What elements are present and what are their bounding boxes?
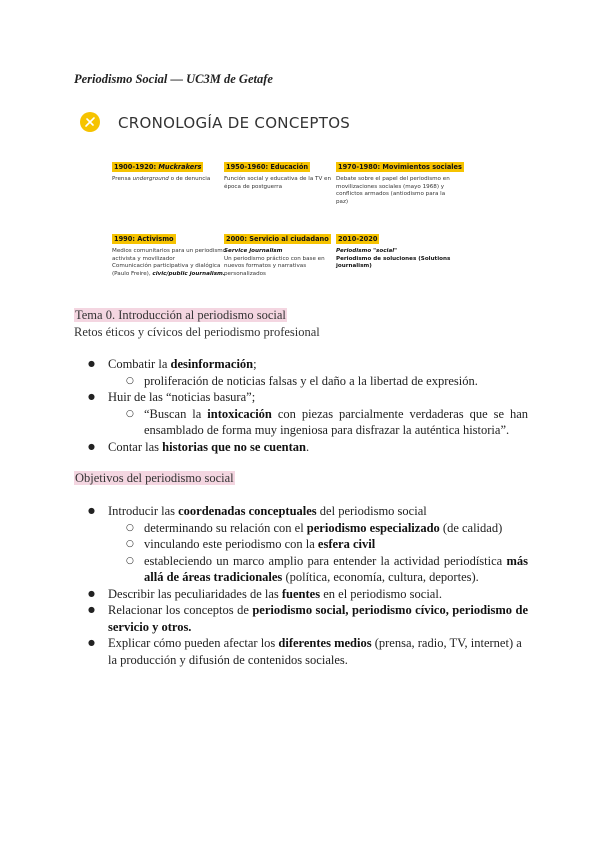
timeline-label: 2000: Servicio al ciudadano bbox=[226, 235, 329, 243]
timeline-label: 1990: Activismo bbox=[114, 235, 174, 243]
timeline-item bbox=[224, 226, 340, 278]
timeline-label: 1970-1980: Movimientos sociales bbox=[338, 163, 462, 171]
list-item: ● Contar las historias que no se cuentan. bbox=[74, 439, 528, 456]
list-subitem: ○ proliferación de noticias falsas y el daño a la libertad de expresión. bbox=[108, 373, 528, 390]
list-subitem: ○ “Buscan la intoxicación con piezas parcialmente verdaderas que se han ensamblado de forma muy ingeniosa para disfrazar la auténtica historia”. bbox=[108, 406, 528, 439]
timeline-desc: Función social y educativa de la TV en época de postguerra bbox=[224, 176, 332, 190]
section-heading-tema: Tema 0. Introducción al periodismo social bbox=[75, 308, 286, 322]
list-subitem: ○ determinando su relación con el periodismo especializado (de calidad) bbox=[108, 520, 528, 537]
timeline-label: 1950-1960: Educación bbox=[226, 163, 309, 171]
timeline-desc: Medios comunitarios para un periodismo activista y movilizador Comunicación participativa y dialógica (Paulo Freire), civic/public journalism. bbox=[112, 248, 227, 277]
timeline-desc: Debate sobre el papel del periodismo en movilizaciones sociales (mayo 1968) y conflictos armados (antiodismo para la paz) bbox=[336, 176, 450, 205]
timeline-item bbox=[112, 154, 228, 184]
timeline-item bbox=[336, 226, 452, 271]
timeline-item bbox=[336, 154, 462, 206]
list-item: ● Combatir la desinformación; ○ proliferación de noticias falsas y el daño a la libertad de expresión. bbox=[74, 356, 528, 389]
section-heading-objetivos: Objetivos del periodismo social bbox=[75, 471, 234, 485]
timeline-figure bbox=[80, 108, 460, 278]
list-item: ● Introducir las coordenadas conceptuales del periodismo social ○ determinando su relación con el periodismo especializado (de calidad) ○ vinculando este periodismo con la esfera civil ○ estableciendo un marco amplio para entender la actividad periodística más allá de áreas tradicionales (política, economía, cultura, deportes). bbox=[74, 503, 528, 586]
list-item: ● Relacionar los conceptos de periodismo social, periodismo cívico, periodismo de servicio y otros. bbox=[74, 602, 528, 635]
timeline-item bbox=[112, 226, 228, 278]
list-subitem: ○ vinculando este periodismo con la esfera civil bbox=[108, 536, 528, 553]
timeline-desc: Service journalism Un periodismo práctico con base en nuevos formatos y narrativas personalizados bbox=[224, 248, 325, 277]
timeline-label: 2010-2020 bbox=[338, 235, 378, 243]
timeline-title: CRONOLOGÍA DE CONCEPTOS bbox=[118, 114, 351, 132]
list-item: ● Explicar cómo pueden afectar los diferentes medios (prensa, radio, TV, internet) a la producción y difusión de contenidos sociales. bbox=[74, 635, 528, 668]
timeline-desc: Periodismo "social" Periodismo de soluciones (Solutions journalism) bbox=[336, 248, 451, 270]
timeline-desc: Prensa underground o de denuncia bbox=[112, 176, 211, 182]
compass-icon bbox=[80, 112, 100, 132]
list-item: ● Describir las peculiaridades de las fuentes en el periodismo social. bbox=[74, 586, 528, 603]
objetivos-list bbox=[74, 503, 528, 668]
section-subheading: Retos éticos y cívicos del periodismo profesional bbox=[74, 325, 320, 339]
list-item: ● Huir de las “noticias basura”; ○ “Buscan la intoxicación con piezas parcialmente verdaderas que se han ensamblado de forma muy ingeniosa para disfrazar la auténtica historia”. bbox=[74, 389, 528, 439]
list-subitem: ○ estableciendo un marco amplio para entender la actividad periodística más allá de áreas tradicionales (política, economía, cultura, deportes). bbox=[108, 553, 528, 586]
timeline-item bbox=[224, 154, 340, 191]
tema-list bbox=[74, 356, 528, 455]
timeline-label: 1900-1920: Muckrakers bbox=[114, 163, 202, 171]
document-header: Periodismo Social — UC3M de Getafe bbox=[74, 72, 273, 86]
